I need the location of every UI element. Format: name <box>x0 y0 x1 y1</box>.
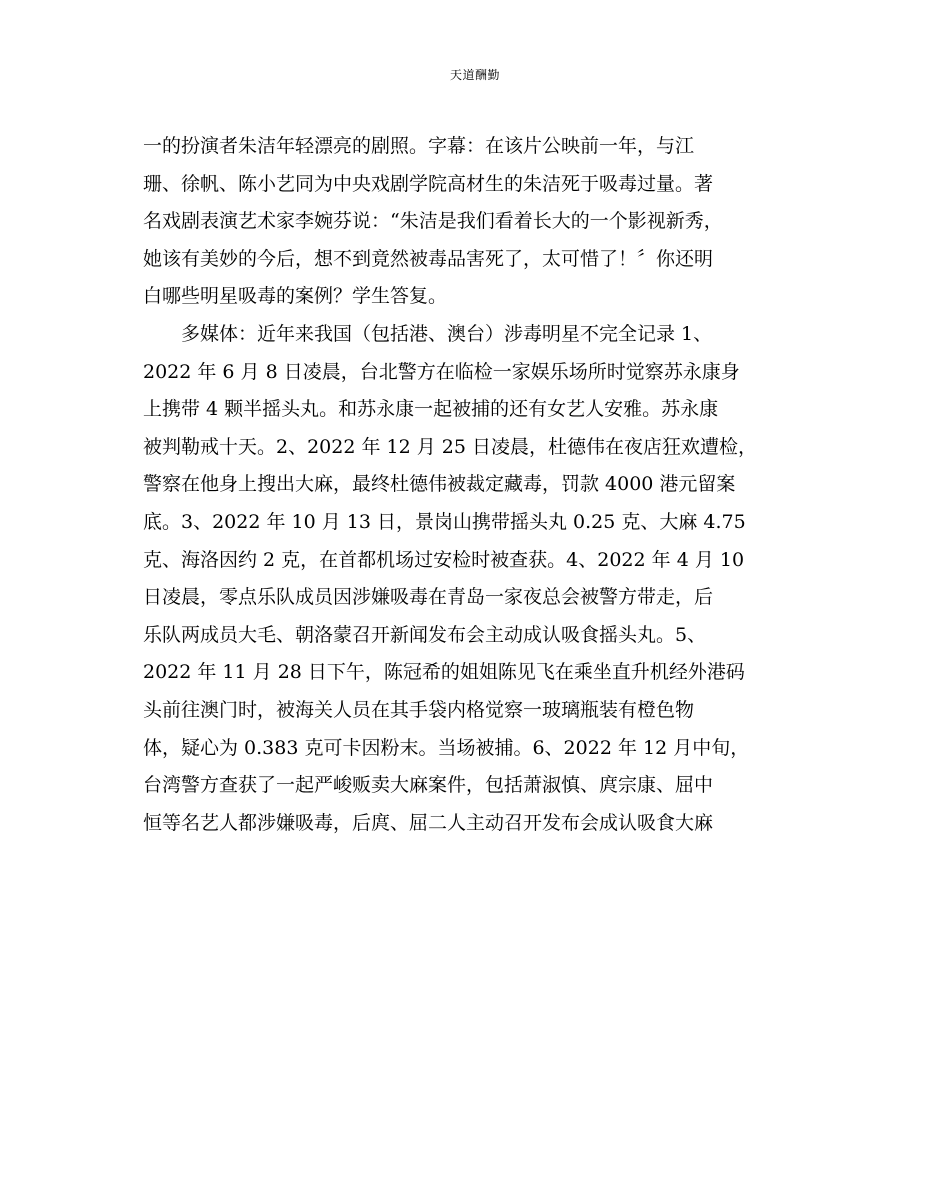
text-line-17: 体，疑心为 0.383 克可卡因粉末。当场被捕。6、2022 年 12 月中旬， <box>143 736 750 759</box>
text-line-12: 克、海洛因约 2 克，在首都机场过安检时被查获。4、2022 年 4 月 10 <box>143 548 745 571</box>
page-header: 天道酬勤 <box>449 68 500 82</box>
text-line-2: 珊、徐帆、陈小艺同为中央戏剧学院高材生的朱洁死于吸毒过量。著 <box>143 172 714 195</box>
text-line-10: 警察在他身上搜出大麻，最终杜德伟被裁定藏毒，罚款 4000 港元留案 <box>143 473 736 496</box>
text-line-19: 恒等名艺人都涉嫌吸毒，后庹、屈二人主动召开发布会成认吸食大麻 <box>143 811 714 834</box>
text-line-4: 她该有美妙的今后，想不到竟然被毒品害死了，太可惜了！〞你还明 <box>143 247 714 270</box>
text-line-13: 日凌晨，零点乐队成员因涉嫌吸毒在青岛一家夜总会被警方带走，后 <box>143 586 714 609</box>
text-line-11: 底。3、2022 年 10 月 13 日，景岗山携带摇头丸 0.25 克、大麻 4.75 <box>143 510 746 533</box>
text-line-14: 乐队两成员大毛、朝洛蒙召开新闻发布会主动成认吸食摇头丸。5、 <box>143 623 707 646</box>
text-line-1: 一的扮演者朱洁年轻漂亮的剧照。字幕：在该片公映前一年，与江 <box>143 135 695 157</box>
text-line-5: 白哪些明星吸毒的案例？学生答复。 <box>143 285 448 308</box>
text-line-18: 台湾警方查获了一起严峻贩卖大麻案件，包括萧淑慎、庹宗康、屈中 <box>143 774 714 797</box>
text-line-8: 上携带 4 颗半摇头丸。和苏永康一起被捕的还有女艺人安雅。苏永康 <box>143 398 719 421</box>
text-line-9: 被判勒戒十天。2、2022 年 12 月 25 日凌晨，杜德伟在夜店狂欢遭检， <box>143 435 757 458</box>
text-line-15: 2022 年 11 月 28 日下午，陈冠希的姐姐陈见飞在乘坐直升机经外港码 <box>143 661 745 684</box>
text-line-6: 多媒体：近年来我国（包括港、澳台）涉毒明星不完全记录 1、 <box>143 322 713 345</box>
text-line-3: 名戏剧表演艺术家李婉芬说：“朱洁是我们看着长大的一个影视新秀， <box>143 210 723 233</box>
text-line-7: 2022 年 6 月 8 日凌晨，台北警方在临检一家娱乐场所时觉察苏永康身 <box>143 360 740 383</box>
text-line-16: 头前往澳门时，被海关人员在其手袋内格觉察一玻璃瓶装有橙色物 <box>143 698 695 721</box>
body-text <box>143 128 805 842</box>
